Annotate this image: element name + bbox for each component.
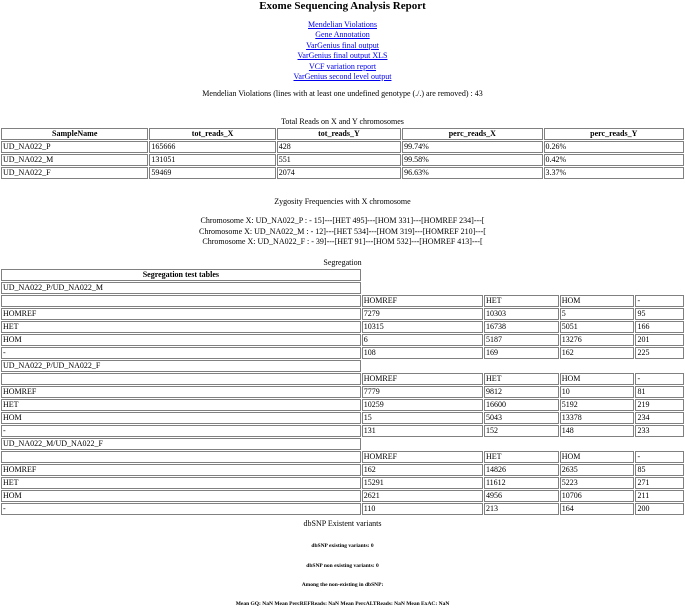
seg-col-header-row [1, 451, 684, 463]
cell: 152 [484, 425, 559, 437]
cell: 131051 [149, 154, 275, 166]
cell: 16738 [484, 321, 559, 333]
dbsnp-existing: dbSNP existing variants: 0 [311, 543, 374, 549]
cell: 200 [635, 503, 684, 515]
reads-caption: Total Reads on X and Y chromosomes [281, 117, 404, 126]
cell: 10 [560, 386, 635, 398]
cell: 13276 [560, 334, 635, 346]
table-row [1, 154, 684, 166]
cell: 271 [635, 477, 684, 489]
cell: UD_NA022_M [1, 154, 148, 166]
col-header: HOM [560, 295, 635, 307]
cell: 7779 [362, 386, 483, 398]
among-non-existing: Among the non-existing in dbSNP: [301, 582, 384, 588]
table-row [1, 477, 684, 489]
report-links [0, 20, 685, 82]
cell: UD_NA022_F [1, 167, 148, 179]
cell: 59469 [149, 167, 275, 179]
cell: 5192 [560, 399, 635, 411]
table-row [1, 386, 684, 398]
seg-col-header-row [1, 295, 684, 307]
cell: - [1, 425, 361, 437]
reads-header-row [1, 128, 684, 140]
table-row [1, 141, 684, 153]
cell: 148 [560, 425, 635, 437]
zygosity-lines [0, 216, 685, 248]
cell: HOM [1, 334, 361, 346]
cell: 162 [560, 347, 635, 359]
cell: 108 [362, 347, 483, 359]
cell: 5043 [484, 412, 559, 424]
seg-title-row [1, 269, 684, 281]
dbsnp-non-existing: dbSNP non existing variants: 0 [306, 563, 379, 569]
seg-pair-row [1, 360, 684, 372]
cell: 7279 [362, 308, 483, 320]
table-row [1, 308, 684, 320]
cell [1, 451, 361, 463]
seg-pair-row [1, 282, 684, 294]
link-final-output-xls[interactable]: VarGenius final output XLS [297, 51, 388, 61]
cell: 551 [277, 154, 401, 166]
link-final-output[interactable]: VarGenius final output [306, 40, 379, 50]
table-row [1, 412, 684, 424]
col-header: HOM [560, 373, 635, 385]
cell: 6 [362, 334, 483, 346]
cell: 162 [362, 464, 483, 476]
col-header: HOMREF [362, 373, 483, 385]
table-row [1, 334, 684, 346]
link-gene-annotation[interactable]: Gene Annotation [315, 30, 370, 40]
cell: HOM [1, 412, 361, 424]
col-header: HOMREF [362, 451, 483, 463]
col-header: perc_reads_Y [544, 128, 684, 140]
cell: 96.63% [402, 167, 542, 179]
cell: 169 [484, 347, 559, 359]
cell: 0.26% [544, 141, 684, 153]
table-row [1, 347, 684, 359]
cell: HET [1, 477, 361, 489]
link-vcf-report[interactable]: VCF variation report [308, 61, 377, 71]
col-header: HOMREF [362, 295, 483, 307]
link-mendelian-violations[interactable]: Mendelian Violations [308, 20, 377, 29]
cell: 99.58% [402, 154, 542, 166]
cell: 5051 [560, 321, 635, 333]
col-header: - [635, 295, 684, 307]
table-row [1, 490, 684, 502]
cell: 225 [635, 347, 684, 359]
cell: 2635 [560, 464, 635, 476]
cell: 219 [635, 399, 684, 411]
table-row [1, 425, 684, 437]
cell: 110 [362, 503, 483, 515]
cell: 201 [635, 334, 684, 346]
cell: 166 [635, 321, 684, 333]
cell [1, 295, 361, 307]
cell: 4956 [484, 490, 559, 502]
cell: 9812 [484, 386, 559, 398]
cell: - [1, 347, 361, 359]
cell: 3.37% [544, 167, 684, 179]
cell: 13378 [560, 412, 635, 424]
zygosity-line: Chromosome X: UD_NA022_P : - 15]---[HET 495]---[HOM 331]---[HOMREF 234]---[ [200, 216, 485, 225]
col-header: HET [484, 295, 559, 307]
table-row [1, 399, 684, 411]
seg-pair-row [1, 438, 684, 450]
col-header: - [635, 373, 684, 385]
cell: 11612 [484, 477, 559, 489]
cell: 5187 [484, 334, 559, 346]
cell: 10259 [362, 399, 483, 411]
report-title: Exome Sequencing Analysis Report [259, 0, 426, 12]
cell: HET [1, 399, 361, 411]
cell: 10706 [560, 490, 635, 502]
cell: UD_NA022_P [1, 141, 148, 153]
cell: 2074 [277, 167, 401, 179]
cell: 233 [635, 425, 684, 437]
cell: 5 [560, 308, 635, 320]
table-row [1, 167, 684, 179]
col-header: - [635, 451, 684, 463]
cell: 428 [277, 141, 401, 153]
col-header: tot_reads_X [149, 128, 275, 140]
zygosity-line: Chromosome X: UD_NA022_M : - 12]---[HET 534]---[HOM 319]---[HOMREF 210]---[ [199, 226, 486, 236]
link-second-level-output[interactable]: VarGenius second level output [293, 72, 392, 82]
segregation-caption: Segregation [323, 258, 362, 267]
cell: 5223 [560, 477, 635, 489]
cell: 85 [635, 464, 684, 476]
col-header: HET [484, 451, 559, 463]
seg-pair-name: UD_NA022_P/UD_NA022_F [1, 360, 361, 372]
mendelian-summary: Mendelian Violations (lines with at least one undefined genotype (./.) are removed) : 43 [202, 89, 483, 98]
cell: HOM [1, 490, 361, 502]
seg-pair-name: UD_NA022_P/UD_NA022_M [1, 282, 361, 294]
col-header: HET [484, 373, 559, 385]
cell: 14826 [484, 464, 559, 476]
col-header: SampleName [1, 128, 148, 140]
cell [1, 373, 361, 385]
cell: 15291 [362, 477, 483, 489]
col-header: tot_reads_Y [277, 128, 401, 140]
table-row [1, 464, 684, 476]
cell: 2621 [362, 490, 483, 502]
seg-col-header-row [1, 373, 684, 385]
seg-title: Segregation test tables [1, 269, 361, 281]
cell: 0.42% [544, 154, 684, 166]
cell: 15 [362, 412, 483, 424]
col-header: HOM [560, 451, 635, 463]
cell: 10303 [484, 308, 559, 320]
dbsnp-caption: dbSNP Existent variants [303, 519, 382, 528]
cell: HET [1, 321, 361, 333]
cell: 131 [362, 425, 483, 437]
cell: 95 [635, 308, 684, 320]
cell: HOMREF [1, 464, 361, 476]
cell: 10315 [362, 321, 483, 333]
cell: HOMREF [1, 386, 361, 398]
reads-table [0, 127, 685, 180]
cell: 211 [635, 490, 684, 502]
segregation-table [0, 268, 685, 516]
mean-stats: Mean GQ: NaN Mean PercREFReads: NaN Mean PercALTReads: NaN Mean ExAC: NaN [235, 601, 450, 607]
col-header: perc_reads_X [402, 128, 542, 140]
cell: 81 [635, 386, 684, 398]
seg-pair-name: UD_NA022_M/UD_NA022_F [1, 438, 361, 450]
table-row [1, 321, 684, 333]
zygosity-caption: Zygosity Frequencies with X chromosome [274, 197, 411, 206]
cell: 16600 [484, 399, 559, 411]
cell: 99.74% [402, 141, 542, 153]
cell: HOMREF [1, 308, 361, 320]
zygosity-line: Chromosome X: UD_NA022_F : - 39]---[HET 91]---[HOM 532]---[HOMREF 413]---[ [202, 237, 483, 246]
table-row [1, 503, 684, 515]
cell: 213 [484, 503, 559, 515]
cell: 164 [560, 503, 635, 515]
cell: - [1, 503, 361, 515]
cell: 234 [635, 412, 684, 424]
cell: 165666 [149, 141, 275, 153]
